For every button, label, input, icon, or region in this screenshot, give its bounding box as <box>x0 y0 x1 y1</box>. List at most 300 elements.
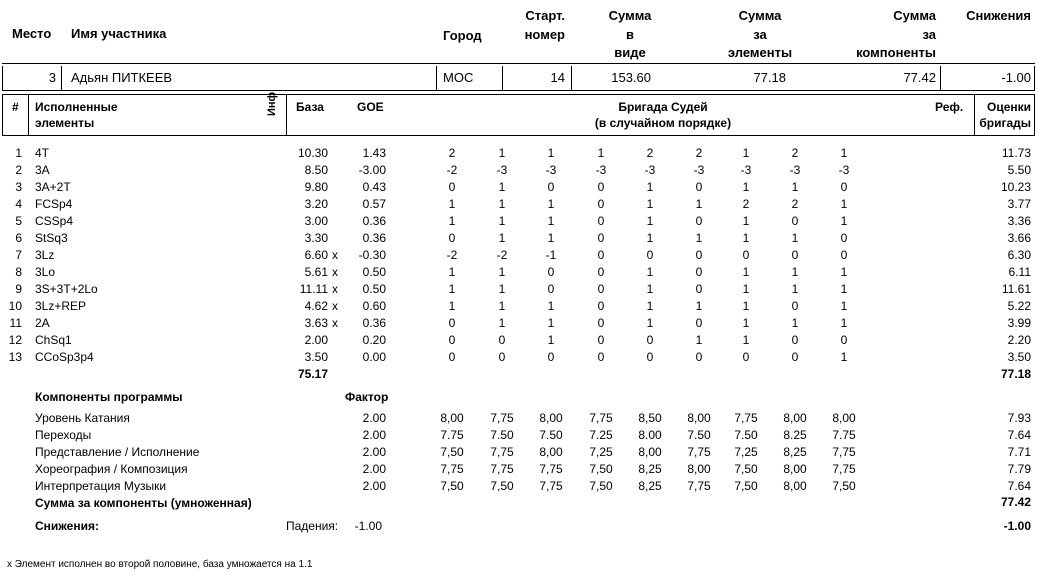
header-pcs-2: за <box>922 27 936 42</box>
element-judge-score: 0 <box>791 299 799 313</box>
element-judge-score: 0 <box>646 350 654 364</box>
element-judge-score: -2 <box>446 163 458 177</box>
element-num: 8 <box>15 265 22 279</box>
element-judge-score: 2 <box>791 197 799 211</box>
skater-name: Адьян ПИТКЕЕВ <box>71 70 173 85</box>
header-start-no-2: номер <box>524 27 565 42</box>
element-judge-score: 1 <box>695 299 703 313</box>
element-judge-score: 1 <box>840 146 848 160</box>
component-judge-score: 7,50 <box>734 462 758 476</box>
element-judge-score: 1 <box>646 299 654 313</box>
element-judge-score: 1 <box>547 214 555 228</box>
header-start-no-1: Старт. <box>525 8 565 23</box>
element-judge-score: 0 <box>597 299 605 313</box>
element-judge-score: 0 <box>791 350 799 364</box>
element-judge-score: 0 <box>547 265 555 279</box>
component-name: Представление / Исполнение <box>35 445 200 459</box>
header-tes-1: Сумма <box>738 8 782 23</box>
element-x-marker: x <box>332 248 338 262</box>
component-judge-score: 7,75 <box>589 411 613 425</box>
component-judge-score: 7.25 <box>589 428 613 442</box>
element-judge-score: 1 <box>742 180 750 194</box>
component-judge-score: 7,75 <box>687 479 711 493</box>
element-panel-score: 6.30 <box>1007 248 1031 262</box>
element-judge-score: 0 <box>597 214 605 228</box>
element-judge-score: -2 <box>496 248 508 262</box>
element-judge-score: 1 <box>646 282 654 296</box>
el-col-executed-2: элементы <box>35 116 95 130</box>
component-judge-score: 7,75 <box>832 462 856 476</box>
component-judge-score: 7,75 <box>734 411 758 425</box>
element-judge-score: 1 <box>498 265 506 279</box>
element-judge-score: 1 <box>448 282 456 296</box>
pcs-sum-value: 77.42 <box>1000 495 1031 509</box>
skater-deductions: -1.00 <box>1001 70 1031 85</box>
element-num: 1 <box>15 146 22 160</box>
element-judge-score: 0 <box>448 180 456 194</box>
element-judge-score: 1 <box>646 180 654 194</box>
element-judge-score: 0 <box>448 350 456 364</box>
element-judge-score: 1 <box>791 231 799 245</box>
element-judge-score: 1 <box>791 316 799 330</box>
element-judge-score: 1 <box>498 316 506 330</box>
element-judge-score: 1 <box>840 214 848 228</box>
element-judge-score: 1 <box>448 299 456 313</box>
element-judge-score: 0 <box>597 265 605 279</box>
element-judge-score: 0 <box>695 180 703 194</box>
element-judge-score: -2 <box>446 248 458 262</box>
component-judge-score: 7.75 <box>440 428 464 442</box>
element-num: 2 <box>15 163 22 177</box>
factor-label: Фактор <box>345 390 389 404</box>
element-base: 3.30 <box>304 231 328 245</box>
element-judge-score: 1 <box>791 265 799 279</box>
element-panel-score: 5.22 <box>1007 299 1031 313</box>
element-judge-score: -3 <box>496 163 508 177</box>
component-judge-score: 7,25 <box>734 445 758 459</box>
element-goe: 0.20 <box>362 333 386 347</box>
component-factor: 2.00 <box>362 479 386 493</box>
element-judge-score: 0 <box>695 282 703 296</box>
component-factor: 2.00 <box>362 445 386 459</box>
element-panel-score: 6.11 <box>1008 265 1031 279</box>
element-judge-score: 0 <box>695 214 703 228</box>
element-judge-score: 1 <box>498 180 506 194</box>
element-num: 10 <box>8 299 22 313</box>
element-judge-score: 0 <box>597 231 605 245</box>
element-judge-score: 1 <box>742 231 750 245</box>
element-name: 4T <box>35 146 50 160</box>
element-judge-score: 0 <box>597 316 605 330</box>
element-num: 9 <box>15 282 22 296</box>
element-judge-score: 0 <box>448 231 456 245</box>
element-judge-score: -1 <box>545 248 557 262</box>
element-judge-score: 1 <box>840 197 848 211</box>
element-judge-score: 1 <box>742 265 750 279</box>
element-goe: 0.50 <box>362 265 386 279</box>
element-judge-score: 0 <box>840 231 848 245</box>
element-panel-score: 3.99 <box>1007 316 1031 330</box>
component-name: Интерпретация Музыки <box>35 479 167 493</box>
element-judge-score: 1 <box>695 231 703 245</box>
element-judge-score: 1 <box>547 333 555 347</box>
skater-start-no: 14 <box>550 70 565 85</box>
component-judge-score: 8.00 <box>638 428 662 442</box>
element-judge-score: 0 <box>597 180 605 194</box>
element-base: 3.63 <box>304 316 328 330</box>
element-base: 8.50 <box>304 163 328 177</box>
element-goe: 0.36 <box>362 214 386 228</box>
component-score: 7.93 <box>1007 411 1031 425</box>
component-factor: 2.00 <box>362 462 386 476</box>
element-judge-score: 1 <box>448 197 456 211</box>
component-judge-score: 7,75 <box>539 462 563 476</box>
element-judge-score: 1 <box>742 214 750 228</box>
element-judge-score: 1 <box>547 231 555 245</box>
component-judge-score: 8,25 <box>638 462 662 476</box>
element-name: 3A+2T <box>35 180 71 194</box>
el-col-executed-1: Исполненные <box>35 100 118 114</box>
element-judge-score: 0 <box>498 350 506 364</box>
element-judge-score: 1 <box>547 197 555 211</box>
element-goe: -0.30 <box>358 248 386 262</box>
element-judge-score: -3 <box>838 163 850 177</box>
component-judge-score: 8,00 <box>783 411 807 425</box>
element-judge-score: -3 <box>595 163 607 177</box>
element-judge-score: 0 <box>695 265 703 279</box>
component-judge-score: 7,75 <box>832 445 856 459</box>
component-judge-score: 8,00 <box>783 479 807 493</box>
element-judge-score: 0 <box>646 333 654 347</box>
element-judge-score: 1 <box>840 282 848 296</box>
element-judge-score: 1 <box>695 197 703 211</box>
element-panel-score: 11.73 <box>1001 146 1031 160</box>
element-judge-score: 0 <box>695 248 703 262</box>
el-col-info: Инф <box>266 91 278 116</box>
element-panel-score: 10.23 <box>1000 180 1031 194</box>
element-base: 2.00 <box>304 333 328 347</box>
el-col-score-2: бригады <box>979 116 1031 130</box>
element-name: 3Lz+REP <box>35 299 87 313</box>
skater-city: МОС <box>443 70 474 85</box>
sep <box>940 66 941 91</box>
base-total: 75.17 <box>297 367 328 381</box>
sep <box>61 66 62 91</box>
element-judge-score: 2 <box>695 146 703 160</box>
element-goe: 1.43 <box>362 146 386 160</box>
component-score: 7.64 <box>1007 428 1031 442</box>
component-name: Хореография / Композиция <box>35 462 188 476</box>
element-judge-score: -3 <box>693 163 705 177</box>
element-num: 12 <box>8 333 22 347</box>
component-judge-score: 8,25 <box>783 445 807 459</box>
element-judge-score: 0 <box>448 316 456 330</box>
element-name: 2A <box>35 316 50 330</box>
component-judge-score: 7,75 <box>539 479 563 493</box>
element-goe: 0.50 <box>362 282 386 296</box>
element-base: 9.80 <box>304 180 328 194</box>
element-judge-score: 1 <box>547 146 555 160</box>
element-judge-score: 1 <box>498 197 506 211</box>
header-tss-1: Сумма <box>608 8 652 23</box>
skater-pcs: 77.42 <box>903 70 936 85</box>
element-judge-score: 1 <box>597 146 605 160</box>
component-judge-score: 7,50 <box>589 479 613 493</box>
footnote: x Элемент исполнен во второй половине, база умножается на 1.1 <box>7 559 313 570</box>
component-judge-score: 8,25 <box>638 479 662 493</box>
component-factor: 2.00 <box>362 428 386 442</box>
component-score: 7.79 <box>1007 462 1031 476</box>
pcs-sum-label: Сумма за компоненты (умноженная) <box>35 496 252 510</box>
component-judge-score: 8,00 <box>539 445 563 459</box>
element-base: 10.30 <box>297 146 328 160</box>
element-num: 11 <box>9 316 22 330</box>
element-judge-score: 1 <box>791 180 799 194</box>
el-col-num: # <box>12 100 19 114</box>
element-judge-score: 0 <box>597 282 605 296</box>
header-deductions: Снижения <box>966 8 1031 23</box>
element-judge-score: 0 <box>547 180 555 194</box>
element-name: ChSq1 <box>35 333 72 347</box>
component-judge-score: 8,00 <box>440 411 464 425</box>
element-judge-score: 0 <box>791 248 799 262</box>
element-panel-score: 11.61 <box>1001 282 1031 296</box>
element-goe: 0.60 <box>362 299 386 313</box>
component-judge-score: 7,50 <box>734 479 758 493</box>
element-judge-score: -3 <box>644 163 656 177</box>
element-panel-score: 3.50 <box>1007 350 1031 364</box>
element-goe: 0.36 <box>362 316 386 330</box>
element-name: 3Lo <box>35 265 56 279</box>
element-goe: -3.00 <box>358 163 386 177</box>
element-judge-score: 0 <box>597 350 605 364</box>
component-judge-score: 7.50 <box>734 428 758 442</box>
element-x-marker: x <box>332 299 338 313</box>
element-judge-score: 1 <box>448 214 456 228</box>
el-col-base: База <box>296 100 324 114</box>
element-goe: 0.43 <box>362 180 386 194</box>
el-col-score-1: Оценки <box>986 100 1031 114</box>
element-base: 6.60 <box>304 248 328 262</box>
header-city: Город <box>443 28 482 43</box>
component-judge-score: 8,50 <box>638 411 662 425</box>
component-score: 7.71 <box>1007 445 1031 459</box>
element-base: 3.00 <box>304 214 328 228</box>
element-judge-score: 1 <box>646 231 654 245</box>
element-judge-score: 2 <box>646 146 654 160</box>
element-judge-score: 0 <box>840 180 848 194</box>
element-x-marker: x <box>332 316 338 330</box>
component-judge-score: 8.25 <box>783 428 807 442</box>
component-name: Уровень Катания <box>35 411 130 425</box>
element-num: 4 <box>15 197 22 211</box>
component-judge-score: 7.50 <box>490 428 514 442</box>
header-pcs-3: компоненты <box>856 45 936 60</box>
element-x-marker: x <box>332 282 338 296</box>
element-judge-score: 1 <box>742 146 750 160</box>
element-judge-score: 0 <box>498 333 506 347</box>
element-base: 11.11 <box>299 282 328 296</box>
component-judge-score: 7,75 <box>490 462 514 476</box>
element-panel-score: 2.20 <box>1007 333 1031 347</box>
element-judge-score: 0 <box>840 333 848 347</box>
deductions-total: -1.00 <box>1003 519 1031 533</box>
element-judge-score: 1 <box>646 316 654 330</box>
element-judge-score: -3 <box>740 163 752 177</box>
element-judge-score: 0 <box>646 248 654 262</box>
skater-place: 3 <box>48 70 56 85</box>
component-judge-score: 7,25 <box>589 445 613 459</box>
element-judge-score: 0 <box>597 197 605 211</box>
element-num: 7 <box>15 248 22 262</box>
tes-total: 77.18 <box>1000 367 1031 381</box>
element-judge-score: 2 <box>742 197 750 211</box>
element-judge-score: 1 <box>646 214 654 228</box>
component-judge-score: 7,75 <box>490 411 514 425</box>
component-score: 7.64 <box>1007 479 1031 493</box>
component-judge-score: 7,50 <box>440 445 464 459</box>
element-judge-score: 0 <box>791 333 799 347</box>
component-judge-score: 7,75 <box>490 445 514 459</box>
element-judge-score: 0 <box>597 333 605 347</box>
header-place: Место <box>12 26 52 41</box>
element-judge-score: 1 <box>742 316 750 330</box>
element-judge-score: 1 <box>791 282 799 296</box>
element-goe: 0.36 <box>362 231 386 245</box>
component-judge-score: 7.50 <box>539 428 563 442</box>
element-judge-score: 0 <box>695 316 703 330</box>
element-base: 3.50 <box>304 350 328 364</box>
element-judge-score: 0 <box>695 350 703 364</box>
sep <box>502 66 503 91</box>
component-judge-score: 7,75 <box>687 445 711 459</box>
element-num: 6 <box>15 231 22 245</box>
element-judge-score: 1 <box>646 265 654 279</box>
element-name: 3A <box>35 163 50 177</box>
element-goe: 0.00 <box>362 350 386 364</box>
skater-tes: 77.18 <box>753 70 786 85</box>
component-judge-score: 8,00 <box>687 411 711 425</box>
header-divider <box>2 63 1035 64</box>
component-judge-score: 7,50 <box>440 479 464 493</box>
element-name: 3S+3T+2Lo <box>35 282 98 296</box>
element-base: 4.62 <box>304 299 328 313</box>
element-judge-score: 0 <box>597 248 605 262</box>
element-judge-score: 1 <box>498 231 506 245</box>
element-name: CSSp4 <box>35 214 74 228</box>
element-judge-score: 1 <box>547 316 555 330</box>
element-judge-score: 0 <box>547 350 555 364</box>
element-base: 3.20 <box>304 197 328 211</box>
element-judge-score: 1 <box>840 316 848 330</box>
component-judge-score: 7.75 <box>832 428 856 442</box>
el-col-goe: GOE <box>357 100 384 114</box>
element-name: StSq3 <box>35 231 68 245</box>
component-judge-score: 7,50 <box>832 479 856 493</box>
element-judge-score: 1 <box>448 265 456 279</box>
component-judge-score: 8,00 <box>832 411 856 425</box>
element-panel-score: 3.66 <box>1007 231 1031 245</box>
element-judge-score: 0 <box>448 333 456 347</box>
component-judge-score: 8,00 <box>638 445 662 459</box>
component-judge-score: 8,00 <box>539 411 563 425</box>
element-judge-score: 0 <box>791 214 799 228</box>
element-judge-score: 1 <box>498 214 506 228</box>
element-judge-score: 0 <box>840 248 848 262</box>
element-judge-score: 1 <box>498 299 506 313</box>
element-judge-score: 2 <box>791 146 799 160</box>
sep <box>571 66 572 91</box>
header-pcs-1: Сумма <box>893 8 936 23</box>
element-judge-score: 1 <box>742 333 750 347</box>
element-num: 3 <box>15 180 22 194</box>
element-judge-score: 0 <box>547 282 555 296</box>
header-tss-2: в <box>626 27 634 42</box>
element-judge-score: 1 <box>547 299 555 313</box>
element-judge-score: 0 <box>742 350 750 364</box>
element-panel-score: 3.36 <box>1007 214 1031 228</box>
header-tes-2: за <box>753 27 767 42</box>
sep <box>286 94 287 136</box>
element-judge-score: 1 <box>695 333 703 347</box>
element-base: 5.61 <box>304 265 328 279</box>
component-judge-score: 7,50 <box>490 479 514 493</box>
element-judge-score: 1 <box>646 197 654 211</box>
element-judge-score: 1 <box>840 265 848 279</box>
element-judge-score: 1 <box>840 299 848 313</box>
element-judge-score: 1 <box>742 299 750 313</box>
element-judge-score: 0 <box>742 248 750 262</box>
component-factor: 2.00 <box>362 411 386 425</box>
component-judge-score: 7,50 <box>589 462 613 476</box>
element-panel-score: 3.77 <box>1007 197 1031 211</box>
deductions-label: Снижения: <box>35 519 99 533</box>
component-judge-score: 7,75 <box>440 462 464 476</box>
element-judge-score: -3 <box>545 163 557 177</box>
falls-label: Падения: <box>286 519 339 533</box>
element-num: 13 <box>8 350 22 364</box>
element-name: 3Lz <box>35 248 55 262</box>
el-col-panel-2: (в случайном порядке) <box>594 116 732 130</box>
element-judge-score: 1 <box>498 146 506 160</box>
component-name: Переходы <box>35 428 92 442</box>
falls-value: -1.00 <box>354 519 382 533</box>
components-title: Компоненты программы <box>35 390 183 404</box>
component-judge-score: 7.50 <box>687 428 711 442</box>
element-panel-score: 5.50 <box>1007 163 1031 177</box>
header-tss-3: виде <box>614 45 646 60</box>
header-name: Имя участника <box>71 26 167 41</box>
el-col-panel-1: Бригада Судей <box>618 100 708 114</box>
element-name: FCSp4 <box>35 197 73 211</box>
elements-header-box <box>2 91 1035 136</box>
sep <box>436 66 437 91</box>
element-num: 5 <box>15 214 22 228</box>
element-x-marker: x <box>332 265 338 279</box>
element-name: CCoSp3p4 <box>35 350 94 364</box>
component-judge-score: 8,00 <box>783 462 807 476</box>
element-judge-score: -3 <box>789 163 801 177</box>
sep <box>28 94 29 136</box>
element-goe: 0.57 <box>362 197 386 211</box>
element-judge-score: 1 <box>498 282 506 296</box>
el-col-ref: Реф. <box>935 100 964 114</box>
element-judge-score: 1 <box>840 350 848 364</box>
component-judge-score: 8,00 <box>687 462 711 476</box>
element-judge-score: 1 <box>742 282 750 296</box>
header-tes-3: элементы <box>727 45 793 60</box>
skater-tss: 153.60 <box>611 70 651 85</box>
